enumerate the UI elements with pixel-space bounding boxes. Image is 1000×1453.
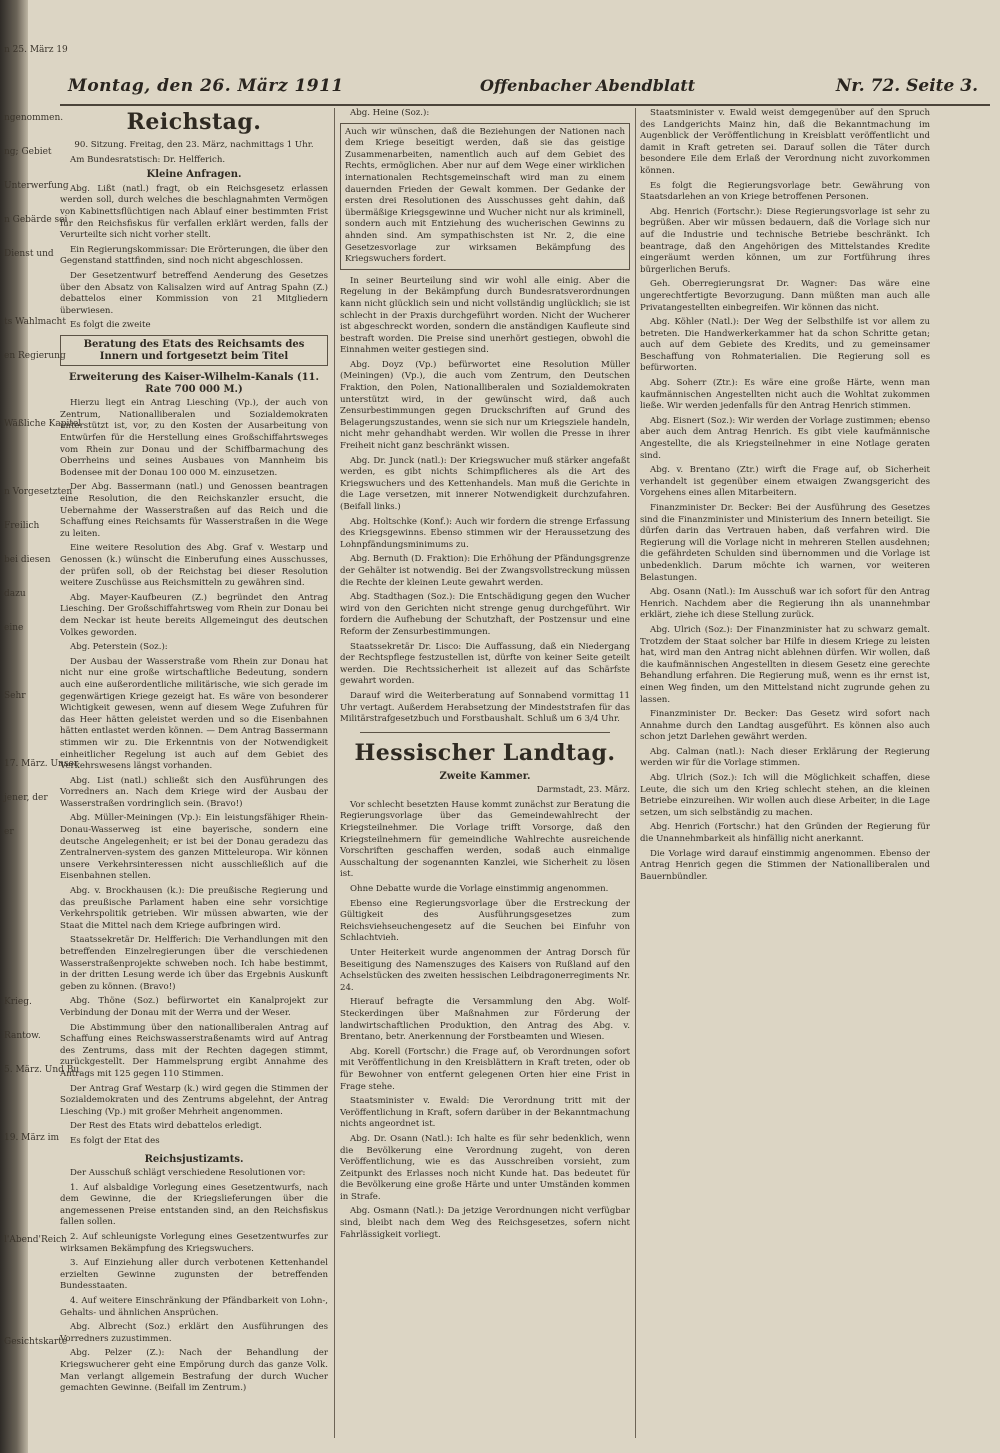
session-line: 90. Sitzung. Freitag, den 23. März, nachmittags 1 Uhr. [74,140,314,150]
adjacent-page-strip [0,0,82,1453]
adjacent-page-line: ng; Gebiet [4,147,52,157]
dateline: Darmstadt, 23. März. [536,785,630,796]
paragraph: Abg. Thöne (Soz.) befürwortet ein Kanalprojekt zur Verbindung der Donau mit der Werra und der Weser. [60,996,328,1018]
adjacent-page-line [0,1098,48,1110]
paragraph: Staatssekretär Dr. Helfferich: Die Verhandlungen mit den betreffenden Einzelregierungen über die verschiedenen Wasserstraßenprojekte schweben noch. Ich habe bestimmt, in der dritten Lesung werde ich über das Ergebnis Auskunft geben zu können. (Bravo!) [60,935,328,992]
adjacent-page-line: Sehr [4,691,26,701]
header-newspaper-name: Offenbacher Abendblatt [480,76,696,95]
page-header [60,70,990,106]
paragraph: Abg. Osann (Natl.): Im Ausschuß war ich sofort für den Antrag Henrich. Nachdem aber die Regierung ihn als unannehmbar erklärt, ziehe ich diese Stellung zurück. [640,587,930,621]
adjacent-page-line: Rantow. [4,1031,41,1041]
paragraph: Abg. Eisnert (Soz.): Wir werden der Vorlage zustimmen; ebenso aber auch dem Antrag Henrich. Es gibt viele kaufmännische Angestellte, die als Kriegsteilnehmer in eine Notlage geraten sind. [640,415,930,461]
paragraph: Abg. Peterstein (Soz.): [70,642,168,653]
adjacent-page-line: 5. März. Und Bu [4,1065,80,1075]
adjacent-page-line [0,860,48,872]
column-reichstag [60,108,328,1438]
adjacent-page-line: er [4,827,14,837]
adjacent-page-line: jener, der [4,793,48,803]
adjacent-page-line: n Vorgesetzten [4,487,73,497]
paragraph: Der Rest des Etats wird debattelos erledigt. [70,1121,262,1132]
paragraph: 4. Auf weitere Einschränkung der Pfändbarkeit von Lohn-, Gehalts- und ähnlichen Ansprüchen. [60,1296,328,1318]
paragraph: Geh. Oberregierungsrat Dr. Wagner: Das wäre eine ungerechtfertigte Bevorzugung. Dann müßten man auch alle Privatangestellten einbegreifen. Wir können das nicht. [640,279,930,313]
paragraph: Abg. Holtschke (Konf.): Auch wir fordern die strenge Erfassung des Kriegsgewinns. Ebenso stimmen wir der Heraussetzung des Lohnpfändungsminimums zu. [340,516,630,550]
paragraph: Es folgt der Etat des [70,1135,160,1146]
column-rule [635,108,636,1438]
paragraph: Abg. Müller-Meiningen (Vp.): Ein leistungsfähiger Rhein-Donau-Wasserweg ist eine bayerische, sondern eine deutsche Angelegenheit; er ist bei der Donau geradezu das Zentralnerven-system des ganzen Mitteleuropa. Wir können unsere Verkehrsinteressen nicht ausschließlich auf die Eisenbahnen stellen. [60,813,328,882]
adjacent-page-line [0,894,48,906]
adjacent-page-line: n 25. März 19 [4,45,68,55]
adjacent-page-line [0,928,48,940]
adjacent-page-line [0,1166,48,1178]
boxed-passage: Auch wir wünschen, daß die Beziehungen der Nationen nach dem Kriege beseitigt werden, daß sie das geistige Zusammenarbeiten, namentlich auch auf dem Gebiet des Rechts, ermöglichen. Aber nur auf dem Wege einer wirklichen internationalen Rechtsgemeinschaft wird man zu einem dauernden Frieden der Gewalt kommen. Der Gedanke der ersten drei Resolutionen des Ausschusses geht dahin, daß übermäßige Kriegsgewinne und Wucher nicht nur als kriminell, sondern auch mit Entziehung des wucherischen Gewinns zu ahnden sind. Am sympathischsten ist Nr. 2, die eine Gesetzesvorlage zur wirksamen Bekämpfung des Kriegswuchers fordert. [340,123,630,270]
paragraph: Der Gesetzentwurf betreffend Aenderung des Gesetzes über den Absatz von Kalisalzen wird auf Antrag Spahn (Z.) debattelos einer Kommission von 21 Mitgliedern überwiesen. [60,270,328,316]
paragraph: Abg. Henrich (Fortschr.) hat den Gründen der Regierung für die Unannehmbarkeit als hinfällig nicht anerkannt. [640,822,930,845]
adjacent-page-line [0,384,48,396]
adjacent-page-line: Wäßliche Kapitel [4,419,82,429]
paragraph: Eine weitere Resolution des Abg. Graf v. Westarp und Genossen (k.) wünscht die Einberufung eines Ausschusses, der prüfen soll, ob der Reichstag bei dieser Resolution weitere Zuschüsse aus Reichsmitteln zu gewähren sind. [60,543,328,589]
paragraph: Hierauf befragte die Versammlung den Abg. Wolf-Steckerdingen über Maßnahmen zur Förderung der landwirtschaftlichen Produktion, den Antrag des Abg. v. Brentano, betr. Anerkennung der Forstbeamten und Wiesen. [340,997,630,1043]
paragraph: Es folgt die Regierungsvorlage betr. Gewährung von Staatsdarlehen an von Kriege betroffenen Personen. [640,180,930,203]
adjacent-page-line: Krieg. [4,997,32,1007]
adjacent-page-line: bei diesen [4,555,51,565]
paragraph: Die Vorlage wird darauf einstimmig angenommen. Ebenso der Antrag Henrich gegen die Stimmen der Nationalliberalen und Bauernbündler. [640,848,930,882]
paragraph: Abg. Doyz (Vp.) befürwortet eine Resolution Müller (Meiningen) (Vp.), die auch vom Zentrum, den Deutschen Fraktion, den Polen, Nationalliberalen und Sozialdemokraten unterstützt wird, in der gewünscht wird, daß auch Zensurbestimmungen gegen Druckschriften auf Grund des Belagerungszustandes, wenn sie sich nur um Kriegsziele handeln, nicht mehr gehandhabt werden. Wir wollen die Presse in ihrer Freiheit nicht ganz beschränkt wissen. [340,359,630,452]
section-heading: Erweiterung des Kaiser-Wilhelm-Kanals (11. Rate 700 000 M.) [69,372,319,395]
adjacent-page-line [0,78,48,90]
bundesrat-line: Am Bundesratstisch: Dr. Helfferich. [70,154,226,165]
article-title: Reichstag. [126,109,262,135]
paragraph: Vor schlecht besetzten Hause kommt zunächst zur Beratung die Regierungsvorlage über das Gemeindewahlrecht der Kriegsteilnehmer. Die Vorlage trifft Vorsorge, daß den Kriegsteilnehmern für gemeindliche Wahlrechte ausreichende Vorschriften geschaffen werden, sodaß auch einmalige Ausschaltung der sogenannten Kanzlei, wie Sicherheit zu lösen ist. [340,799,630,880]
paragraph: Abg. Pelzer (Z.): Nach der Behandlung der Kriegswucherer geht eine Empörung durch das ganze Volk. Man verlangt allgemein Bestrafung der durch Wucher gemachten Gewinne. (Beifall im Zentrum.) [60,1348,328,1394]
boxed-heading: Beratung des Etats des Reichsamts des Innern und fortgesetzt beim Titel [60,335,328,366]
paragraph: Hierzu liegt ein Antrag Liesching (Vp.), der auch von Zentrum, Nationalliberalen und Sozialdemokraten unterstützt ist, vor, zu den Kosten der Ausarbeitung von Entwürfen für die Herstellung eines Großschiffahrtsweges vom Rhein zur Donau und der Schiffbarmachung des Oberrheins und seines Ausbaues von Mannheim bis Bodensee mit der Donau 100 000 M. einzusetzen. [60,398,328,478]
paragraph: Der Abg. Bassermann (natl.) und Genossen beantragen eine Resolution, die den Reichskanzler ersucht, die Uebernahme der Wasserstraßen auf das Reich und die Schaffung eines Reichsamts für Wasserstraßen in die Wege zu leiten. [60,482,328,539]
paragraph: Abg. Bernuth (D. Fraktion): Die Erhöhung der Pfändungsgrenze der Gehälter ist notwendig. Bei der Zwangsvollstreckung müssen die Rechte der kleinen Leute gewahrt werden. [340,554,630,588]
paragraph: Ohne Debatte wurde die Vorlage einstimmig angenommen. [350,884,609,895]
paragraph: 1. Auf alsbaldige Vorlegung eines Gesetzentwurfs, nach dem Gewinne, die der Kriegslieferungen über die angemessenen Preise entstanden sind, an den Reichsfiskus fallen sollen. [60,1182,328,1228]
paragraph: 3. Auf Einziehung aller durch verbotenen Kettenhandel erzielten Gewinne zugunsten der betreffenden Bundesstaaten. [60,1258,328,1292]
adjacent-page-line: 17. März. Unser [4,759,79,769]
article-divider [360,732,610,733]
paragraph: Ein Regierungskommissar: Die Erörterungen, die über den Gegenstand stattfinden, sind noch nicht abgeschlossen. [60,244,328,267]
paragraph: Ebenso eine Regierungsvorlage über die Erstreckung der Gültigkeit des Ausführungsgesetzes zum Reichsviehseuchengesetz auf die Seuchen bei Einfuhr von Schlachtvieh. [340,898,630,944]
paragraph: Darauf wird die Weiterberatung auf Sonnabend vormittag 11 Uhr vertagt. Außerdem Herabsetzung der Mindeststrafen für das Militärstrafgesetzbuch und Forstbaushalt. Schluß um 6 3/4 Uhr. [340,690,630,725]
adjacent-page-line: en Regierung [4,351,66,361]
paragraph: Abg. Albrecht (Soz.) erklärt den Ausführungen des Vorredners zuzustimmen. [60,1322,328,1344]
paragraph: Abg. Calman (natl.): Nach dieser Erklärung der Regierung werden wir für die Vorlage stimmen. [640,746,930,769]
paragraph: Abg. Soherr (Ztr.): Es wäre eine große Härte, wenn man kaufmännischen Angestellten nicht auch die Wohltat zukommen ließe. Wir werden jedenfalls für den Antrag Henrich stimmen. [640,378,930,412]
paragraph: Die Abstimmung über den nationalliberalen Antrag auf Schaffung eines Reichswasserstraßenamts wird auf Antrag des Zentrums, dass mit der Rechten dagegen stimmt, zurückgestellt. Der Hammelsprung ergibt Annahme des Antrags mit 125 gegen 110 Stimmen. [60,1022,328,1079]
column-reichstag-continued [340,108,630,1438]
header-date: Montag, den 26. März 1911 [68,76,344,96]
adjacent-page-line: dazu [4,589,26,599]
adjacent-page-line: 19. März im [4,1133,60,1143]
paragraph: Der Ausschuß schlägt verschiedene Resolutionen vor: [70,1168,306,1179]
paragraph: Abg. Osmann (Natl.): Da jetzige Verordnungen nicht verfügbar sind, bleibt nach dem Weg des Reichsgesetzes, sofern nicht Fahrlässigkeit vorliegt. [340,1206,630,1240]
section-heading: Reichsjustizamts. [144,1153,244,1165]
adjacent-page-line [0,1268,48,1280]
adjacent-page-line [0,962,48,974]
paragraph: Es folgt die zweite [70,320,151,331]
adjacent-page-line: Dienst und [4,249,54,259]
paragraph: Abg. Dr. Junck (natl.): Der Kriegswucher muß stärker angefaßt werden, es gibt nichts Schimpflicheres als die Art des Kriegswuchers und des Kettenhandels. Man muß die Gerichte in die Lage versetzen, mit innerer Notwendigkeit durchzufahren. (Beifall links.) [340,455,630,512]
adjacent-page-line [0,656,48,668]
column-landtag-continued [640,108,930,1438]
adjacent-page-line [0,452,48,464]
column-rule [334,108,335,1438]
article-title: Hessischer Landtag. [354,739,616,766]
adjacent-page-line: ngenommen. [4,113,64,123]
paragraph: Abg. Mayer-Kaufbeuren (Z.) begründet den Antrag Liesching. Der Großschiffahrtsweg vom Rhein zur Donau bei dem Neckar ist heute bereits Allgemeingut des deutschen Volkes geworden. [60,592,328,638]
adjacent-page-line [0,282,48,294]
header-issue-page: Nr. 72. Seite 3. [835,76,978,96]
adjacent-page-line: eine [4,623,24,633]
adjacent-page-line: Freilich [4,521,40,531]
adjacent-page-line [0,1200,48,1212]
paragraph: Finanzminister Dr. Becker: Das Gesetz wird sofort nach Annahme durch den Landtag ausgeführt. Es können also auch schon jetzt Darlehen gewährt werden. [640,709,930,743]
paragraph: Abg. Ulrich (Soz.): Ich will die Möglichkeit schaffen, diese Leute, die sich um den Krieg schlecht stehen, an die kleinen Betriebe einzureihen. Wir wollen auch diese Arbeiter, in die Lage setzen, um sich selbständig zu machen. [640,773,930,818]
section-heading: Kleine Anfragen. [146,169,242,181]
paragraph: Staatssekretär Dr. Lisco: Die Auffassung, daß ein Niedergang der Rechtspflege festzustellen ist, dürfte von keiner Seite geteilt werden. Die Rechtssicherheit ist allezeit auf das Schärfste gewahrt worden. [340,641,630,687]
paragraph: Abg. Heine (Soz.): [350,108,430,118]
paragraph: Abg. Köhler (Natl.): Der Weg der Selbsthilfe ist vor allem zu betreten. Die Handwerkerkammer hat da schon Schritte getan; auch auf dem Gebiete des Kredits, und zu gemeinsamer Beschaffung von Rohmaterialien. Die Regierung soll es befürworten. [640,317,930,374]
paragraph: 2. Auf schleunigste Vorlegung eines Gesetzentwurfes zur wirksamen Bekämpfung des Kriegswuchers. [60,1232,328,1254]
paragraph: Abg. Lißt (natl.) fragt, ob ein Reichsgesetz erlassen werden soll, durch welches die beschlagnahmten Vermögen von Kabinettsflüchtigen nach Ablauf einer bestimmten Frist für den Reichsfiskus für verfallen erklärt werden, falls der Verurteilte sich nicht vorher stellt. [60,183,328,241]
section-heading: Zweite Kammer. [439,770,531,782]
paragraph: Abg. Korell (Fortschr.) die Frage auf, ob Verordnungen sofort mit Veröffentlichung in den Kreisblättern in Kraft treten, oder ob für Bewohner von entfernt gelegenen Orten hier eine Frist in Frage stehe. [340,1046,630,1092]
paragraph: Abg. Henrich (Fortschr.): Diese Regierungsvorlage ist sehr zu begrüßen. Aber wir müssen bedauern, daß die Vorlage sich nur auf die Industrie und technische Betriebe beschränkt. Ich beantrage, daß den Angehörigen des Mittelstandes Kredite eingeräumt werden können, um zur Fortführung ihres bürgerlichen Berufs. [640,206,930,275]
paragraph: Abg. List (natl.) schließt sich den Ausführungen des Vorredners an. Nach dem Kriege wird der Ausbau der Wasserstraßen vordringlich sein. (Bravo!) [60,775,328,809]
paragraph: Abg. v. Brockhausen (k.): Die preußische Regierung und das preußische Parlament haben eine sehr vorsichtige Verkehrspolitik getrieben. Wir müssen abwarten, wie der Staat die Mittel nach dem Kriege aufbringen wird. [60,886,328,931]
adjacent-page-line: Unterwerfung [4,181,69,191]
paragraph: Der Antrag Graf Westarp (k.) wird gegen die Stimmen der Sozialdemokraten und des Zentrums abgelehnt, der Antrag Liesching (Vp.) mit großer Mehrheit angenommen. [60,1083,328,1117]
adjacent-page-line: n Gebärde sei [4,215,68,225]
paragraph: Abg. Stadthagen (Soz.): Die Entschädigung gegen den Wucher wird von den Gerichten nicht strenge genug durchgeführt. Wir fordern die Aufhebung der Schutzhaft, der Postzensur und eine Reform der Zensurbestimmungen. [340,592,630,637]
paragraph: Abg. Ulrich (Soz.): Der Finanzminister hat zu schwarz gemalt. Trotzdem der Staat solcher bar Hilfe in diesem Kriege zu leisten hat, wird man den Antrag nicht ablehnen dürfen. Wir wollen, daß die kaufmännischen Angestellten in diesem Gesetz eine gerechte Behandlung erfahren. Die Regierung muß, wenn es ihr ernst ist, einen Weg finden, um den Mittelstand nicht zugrunde gehen zu lassen. [640,624,930,705]
paragraph: In seiner Beurteilung sind wir wohl alle einig. Aber die Regelung in der Bekämpfung durch Bundesratsverordnungen kann nicht glücklich sein und nicht vollständig unglücklich; sie ist schlecht in der Praxis durchgeführt worden. Nicht der Wucherer ist abgeschreckt worden, sondern die anständigen Kaufleute sind bestraft worden. Die Preise sind unerhört gestiegen, obwohl die Einnahmen weiter gestiegen sind. [340,275,630,356]
paragraph: Unter Heiterkeit wurde angenommen der Antrag Dorsch für Beseitigung des Namenszuges des Kaisers von Rußland auf den Achselstücken des zweiten hessischen Leibdragonerregiments Nr. 24. [340,948,630,993]
paragraph: Staatsminister v. Ewald: Die Verordnung tritt mit der Veröffentlichung in Kraft, sofern darüber in der Bekanntmachung nichts angeordnet ist. [340,1096,630,1130]
paragraph: Abg. v. Brentano (Ztr.) wirft die Frage auf, ob Sicherheit verhandelt ist gegenüber einem etwaigen Zwangsgericht des Vorgehens eines allen Mitarbeitern. [640,465,930,499]
paragraph: Abg. Dr. Osann (Natl.): Ich halte es für sehr bedenklich, wenn die Bevölkerung eine Verordnung zugeht, von deren Veröffentlichung, wie es das Ausschreiben vorsieht, zum Zeitpunkt des Erlasses noch nicht Kunde hat. Das bedeutet für die Bevölkerung eine große Härte und unter Umständen kommen in Strafe. [340,1133,630,1202]
adjacent-page-line [0,1302,48,1314]
adjacent-page-line: l'Abend'Reich [4,1235,67,1245]
paragraph: Finanzminister Dr. Becker: Bei der Ausführung des Gesetzes sind die Finanzminister und Ministerium des Innern beteiligt. Sie dürfen darin das Vertrauen haben, daß verfahren wird. Die Regierung will die Vorlage nicht in mehreren Stellen ausdehnen; die gefährdeten Schulden sind übernommen und die Vorlage ist unbedenklich. Darum möchte ich warnen, vor weiteren Belastungen. [640,503,930,583]
adjacent-page-line: Gesichtskarte [4,1337,68,1347]
paragraph: Der Ausbau der Wasserstraße vom Rhein zur Donau hat nicht nur eine große wirtschaftliche Bedeutung, sondern auch eine außerordentliche militärische, wie sich gerade im gegenwärtigen Kriege gezeigt hat. Es wäre von besonderer Wichtigkeit gewesen, wenn auf diesem Wege Zufuhren für das Heer hätten geleistet werden und so die Eisenbahnen hätten entlastet werden können. — Dem Antrag Bassermann stimmen wir zu. Die Erkenntnis von der Notwendigkeit einheitlicher Regelung ist auch auf dem Gebiet des Verkehrswesens längst vorhanden. [60,656,328,772]
adjacent-page-line [0,724,48,736]
paragraph: Staatsminister v. Ewald weist demgegenüber auf den Spruch des Landgerichts Mainz hin, daß die Bekanntmachung im Augenblick der Veröffentlichung in Kreisblatt veröffentlicht und damit in Kraft getreten sei. Darauf sollen die Täter durch besondere Eile dem Erlaß der Verordnung nicht zuvorkommen können. [640,108,930,176]
adjacent-page-line: ts Wahlmacht [4,317,66,327]
